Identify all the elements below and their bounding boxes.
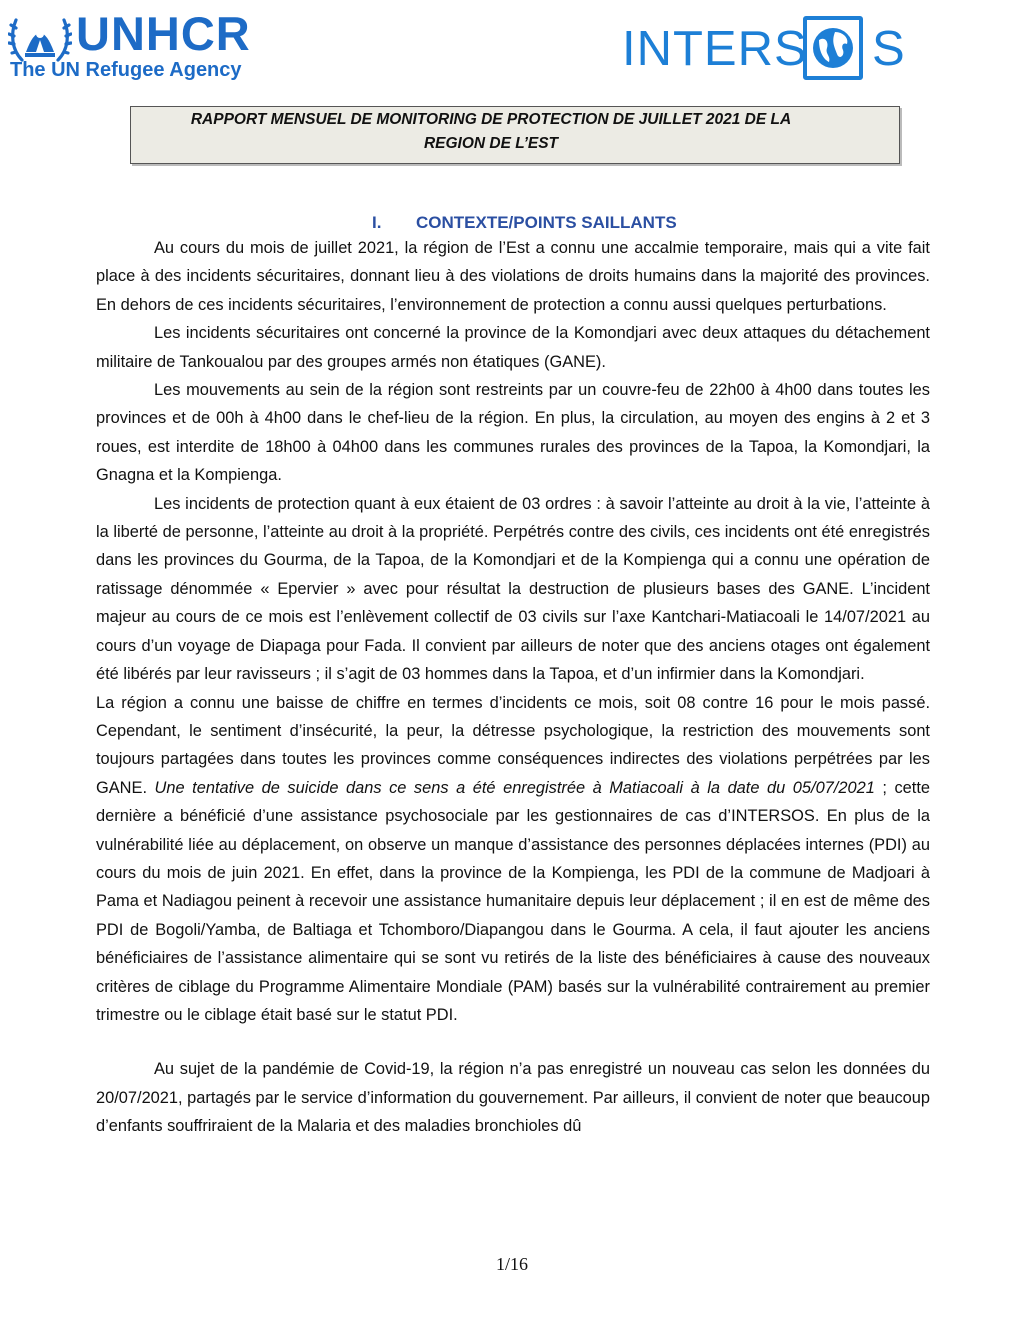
intersos-globe-frame (803, 16, 863, 80)
intersos-text-right: S (872, 22, 906, 76)
globe-icon (807, 20, 859, 76)
body-text (96, 234, 930, 1141)
unhcr-tagline: The UN Refugee Agency (10, 59, 242, 81)
paragraph-text: ; cette dernière a bénéficié d’une assistance psychosociale par les gestionnaires de cas d’INTERSOS. En plus de la vulnérabilité liée au déplacement, on observe un manque d’assistance des personnes déplacées internes (PDI) au cours du mois de juin 2021. En effet, dans la province de la Kompienga, les PDI de la commune de Madjoari à Pama et Nadiagou peinent à recevoir une assistance humanitaire depuis leur déplacement ; il en est de même des PDI de Bogoli/Yamba, de Baltiaga et Tchomboro/Diapangou dans le Gourma. A cela, il faut ajouter les anciens bénéficiaires de l’assistance alimentaire qui se sont vu retirés de la liste des bénéficiaires à cause des nouveaux critères de ciblage du Programme Alimentaire Mondiale (PAM) basés sur la vulnérabilité contrairement au premier trimestre ou le ciblage était basé sur le statut PDI. (96, 778, 930, 1024)
report-title-box (130, 106, 900, 164)
paragraph (96, 689, 930, 1030)
report-title-line-2: REGION DE L’EST (423, 135, 559, 152)
paragraph: Les mouvements au sein de la région sont restreints par un couvre-feu de 22h00 à 4h00 dans toutes les provinces et de 00h à 4h00 dans le chef-lieu de la région. En plus, la circulation, au moyen des engins à 2 et 3 roues, est interdite de 18h00 à 04h00 dans les communes rurales des provinces de la Tapoa, la Komondjari, la Gnagna et la Kompienga. (96, 381, 930, 485)
section-number: I. (372, 213, 382, 232)
paragraph: Au sujet de la pandémie de Covid-19, la région n’a pas enregistré un nouveau cas selon les données du 20/07/2021, partagés par le service d’information du gouvernement. Par ailleurs, il convient de noter que beaucoup d’enfants souffriraient de la Malaria et des maladies bronchioles dû (96, 1060, 930, 1136)
intersos-logo (620, 14, 920, 84)
unhcr-name: UNHCR (76, 7, 251, 60)
paragraph-text: La région a connu une baisse de chiffre en termes d’incidents ce mois, soit 08 contre 16 pour le mois passé. Cependant, le sentiment d’insécurité, la peur, la détresse psychologique, la restriction des mouvements sont toujours partagées dans toutes les provinces comme conséquences indirectes des violations perpétrées par les GANE. (96, 693, 930, 797)
paragraph: Les incidents de protection quant à eux étaient de 03 ordres : à savoir l’atteinte au droit à la vie, l’atteinte à la liberté de personne, l’atteinte au droit à la propriété. Perpétrés contre des civils, ces incidents ont été enregistrés dans les provinces du Gourma, de la Tapoa, de la Komondjari et de la Kompienga qui a connu une opération de ratissage dénommée « Epervier » avec pour résultat la destruction de plusieurs bases des GANE. L’incident majeur au cours de ce mois est l’enlèvement collectif de 03 civils sur l’axe Kantchari-Matiacoali le 14/07/2021 au cours d’un voyage de Diapaga pour Fada. Il convient par ailleurs de noter que des anciens otages ont également été libérés par leur ravisseurs ; il s’agit de 03 hommes dans la Tapoa, et d’un infirmier dans la Komondjari. (96, 494, 930, 684)
paragraph: Au cours du mois de juillet 2021, la région de l’Est a connu une accalmie temporaire, mais qui a vite fait place à des incidents sécuritaires, donnant lieu à des violations de droits humains dans la majorité des provinces. En dehors de ces incidents sécuritaires, l’environnement de protection a connu aussi quelques perturbations. (96, 239, 930, 314)
italic-sentence: Une tentative de suicide dans ce sens a été enregistrée à Matiacoali à la date du 05/07/2021 (154, 778, 875, 797)
unhcr-logo (8, 8, 280, 80)
section-heading (372, 212, 677, 234)
paragraph: Les incidents sécuritaires ont concerné la province de la Komondjari avec deux attaques du détachement militaire de Tankoualou par des groupes armés non étatiques (GANE). (96, 324, 930, 371)
section-title: CONTEXTE/POINTS SAILLANTS (416, 213, 677, 232)
intersos-text-left: INTERS (622, 22, 808, 76)
report-title-line-1: RAPPORT MENSUEL DE MONITORING DE PROTECTION DE JUILLET 2021 DE LA (190, 111, 792, 128)
page-number: 1/16 (495, 1254, 528, 1274)
